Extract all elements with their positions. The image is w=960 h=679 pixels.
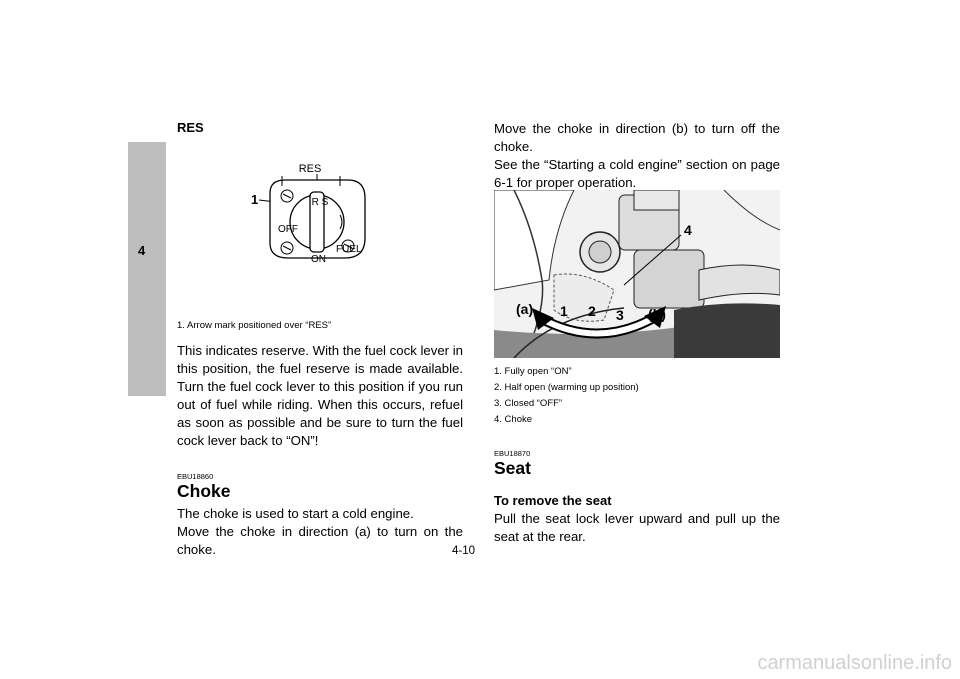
choke-paragraph-1: The choke is used to start a cold engine. — [177, 506, 414, 521]
res-heading: RES — [177, 120, 204, 135]
page-number: 4-10 — [452, 545, 476, 557]
fig2-caption-4: 4. Choke — [494, 414, 533, 425]
seat-code: EBU18870 — [494, 449, 531, 458]
fig1-off-label: OFF — [278, 224, 298, 235]
res-paragraph: This indicates reserve. With the fuel cock lever in this position, the fuel reserve is made available. Turn the fuel cock lever to this position if you run out of fuel while riding. When this occurs, refuel as soon as possible and be sure to turn the fuel cock lever back to “ON”! — [177, 343, 463, 448]
fig2-num-1: 1 — [560, 303, 568, 319]
fig2-num-2: 2 — [588, 303, 596, 319]
choke-photo-figure — [494, 190, 780, 358]
fuel-cock-figure — [240, 158, 380, 268]
choke-title: Choke — [177, 481, 231, 501]
fig2-caption-2: 2. Half open (warming up position) — [494, 382, 639, 393]
fig2-num-3: 3 — [616, 307, 624, 323]
fig2-label-b: (b) — [648, 306, 666, 322]
fig2-num-4: 4 — [684, 222, 692, 238]
chapter-number: 4 — [138, 243, 146, 258]
choke-paragraph-4: See the “Starting a cold engine” section on page 6-1 for proper operation. — [494, 157, 780, 190]
choke-code: EBU18860 — [177, 472, 214, 481]
fig2-label-a: (a) — [516, 301, 534, 317]
remove-seat-text: Pull the seat lock lever upward and pull up the seat at the rear. — [494, 511, 780, 544]
remove-seat-heading: To remove the seat — [494, 493, 612, 508]
watermark: carmanualsonline.info — [757, 652, 952, 674]
fig1-fuel-label: FUEL — [336, 244, 362, 255]
fig1-on-label: ON — [311, 254, 326, 265]
fig1-res-inner: R S — [311, 197, 329, 208]
left-column — [177, 120, 463, 135]
fig2-caption-3: 3. Closed “OFF” — [494, 398, 563, 409]
choke-paragraph-3: Move the choke in direction (b) to turn off the choke. — [494, 121, 780, 154]
right-lower — [494, 364, 780, 546]
choke-paragraph-2: Move the choke in direction (a) to turn on the choke. — [177, 524, 463, 557]
chapter-tab — [128, 142, 166, 396]
right-column — [494, 120, 780, 192]
fig1-callout: 1 — [251, 192, 259, 207]
seat-title: Seat — [494, 458, 531, 478]
fig2-caption-1: 1. Fully open “ON” — [494, 366, 572, 377]
fig1-caption: 1. Arrow mark positioned over “RES” — [177, 320, 332, 331]
fig1-res-label: RES — [298, 163, 322, 175]
left-lower — [177, 318, 463, 559]
